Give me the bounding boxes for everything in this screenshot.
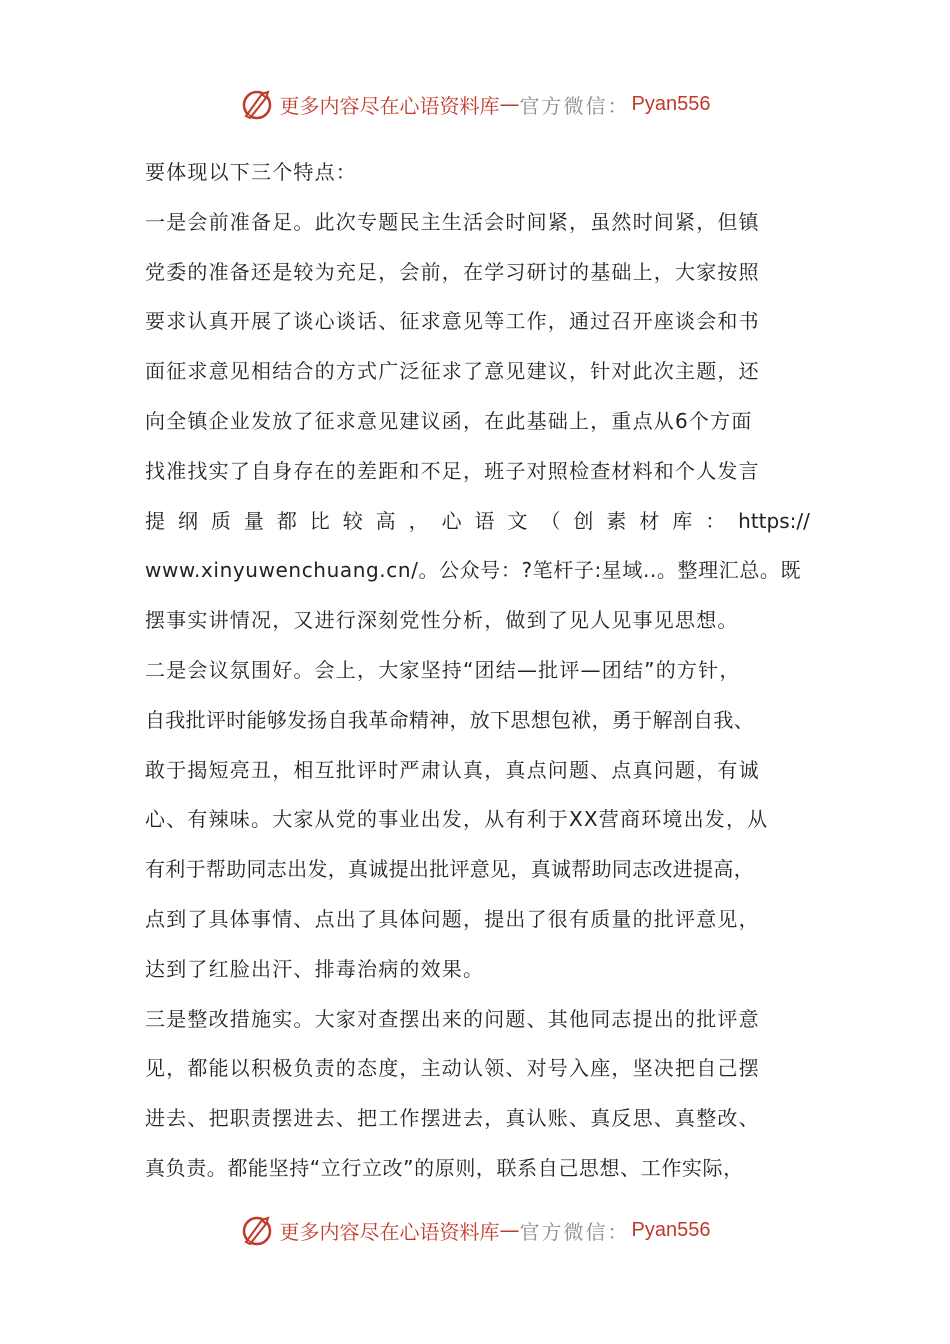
text-line: www.xinyuwenchuang.cn/。公众号：?笔杆子:星域..。整理汇总。既 bbox=[145, 558, 802, 583]
document-body bbox=[145, 148, 810, 1194]
banner-title: 更多内容尽在心语资料库 bbox=[279, 93, 500, 118]
text-line: 敢于揭短亮丑，相互批评时严肃认真，真点问题、点真问题，有诚 bbox=[145, 757, 760, 782]
text-line: 二是会议氛围好。会上，大家坚持“团结—批评—团结”的方针， bbox=[145, 657, 741, 682]
text-line: 一是会前准备足。此次专题民主生活会时间紧，虽然时间紧，但镇 bbox=[145, 209, 760, 234]
text-line: 摆事实讲情况，又进行深刻党性分析，做到了见人见事见思想。 bbox=[145, 608, 739, 633]
text-line: 党委的准备还是较为充足，会前，在学习研讨的基础上，大家按照 bbox=[145, 259, 760, 284]
banner-wechat-id: Pyan556 bbox=[631, 1218, 711, 1241]
banner-wechat-id: Pyan556 bbox=[631, 92, 711, 115]
text-line: 有利于帮助同志出发，真诚提出批评意见，真诚帮助同志改进提高， bbox=[145, 857, 754, 882]
header-banner bbox=[0, 82, 950, 126]
text-line: 找准找实了自身存在的差距和不足，班子对照检查材料和个人发言 bbox=[145, 458, 760, 483]
banner-wechat-label: 官方微信： bbox=[519, 1219, 630, 1244]
banner-dash: — bbox=[499, 92, 520, 116]
text-line-justified: 提 纲 质 量 都 比 较 高 ， 心 语 文 （ 创 素 材 库 ： https:// bbox=[145, 508, 810, 533]
text-line: 自我批评时能够发扬自我革命精神，放下思想包袱，勇于解剖自我、 bbox=[145, 707, 754, 732]
text-line: 向全镇企业发放了征求意见建议函，在此基础上，重点从6个方面 bbox=[145, 408, 753, 433]
text-line: 要求认真开展了谈心谈话、征求意见等工作，通过召开座谈会和书 bbox=[145, 309, 760, 334]
text-line: 进去、把职责摆进去、把工作摆进去，真认账、真反思、真整改、 bbox=[145, 1106, 760, 1131]
text-line: 达到了红脸出汗、排毒治病的效果。 bbox=[145, 956, 485, 981]
footer-banner bbox=[0, 1208, 950, 1252]
banner-title: 更多内容尽在心语资料库 bbox=[279, 1219, 500, 1244]
text-line: 见，都能以积极负责的态度，主动认领、对号入座，坚决把自己摆 bbox=[145, 1056, 760, 1081]
pen-circle-icon bbox=[240, 1212, 276, 1248]
text-line: 要体现以下三个特点： bbox=[145, 160, 357, 184]
text-line: 面征求意见相结合的方式广泛征求了意见建议，针对此次主题，还 bbox=[145, 359, 760, 384]
text-line: 真负责。都能坚持“立行立改”的原则，联系自己思想、工作实际， bbox=[145, 1155, 744, 1180]
text-line: 点到了具体事情、点出了具体问题，提出了很有质量的批评意见， bbox=[145, 906, 760, 931]
pen-circle-icon bbox=[240, 86, 276, 122]
text-line: 三是整改措施实。大家对查摆出来的问题、其他同志提出的批评意 bbox=[145, 1006, 760, 1031]
text-line: 心、有辣味。大家从党的事业出发，从有利于XX营商环境出发，从 bbox=[145, 807, 769, 832]
banner-dash: — bbox=[499, 1218, 520, 1242]
banner-wechat-label: 官方微信： bbox=[519, 93, 630, 118]
